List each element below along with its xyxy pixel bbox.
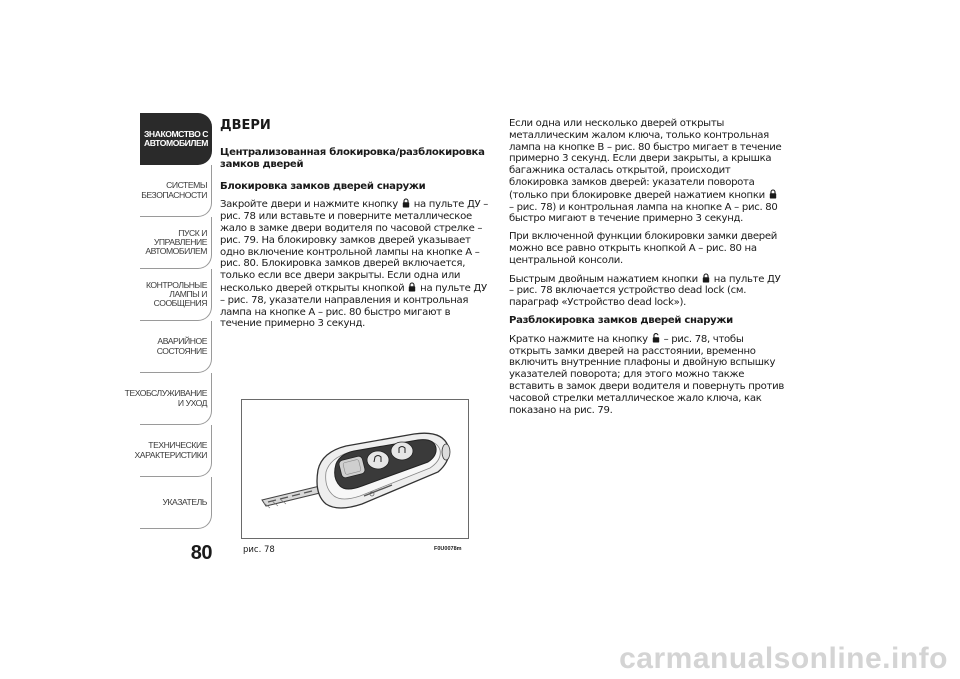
tab-warning-lights[interactable]: КОНТРОЛЬНЫЕ ЛАМПЫ И СООБЩЕНИЯ (140, 269, 212, 321)
paragraph-unlock: Кратко нажмите на кнопку – рис. 78, чтобы открыть замки дверей на расстоянии, временно включить внутренние плафоны и двойную вспышку указателей поворота; для этого можно также вставить в замок двери водителя и повернуть против часовой стрелки металлическое жало ключа, как показано на рис. 79. (509, 333, 785, 416)
subheading-lock-outside: Блокировка замков дверей снаружи (220, 180, 426, 192)
lock-closed-icon (769, 189, 777, 199)
page-number: 80 (190, 542, 212, 564)
page-heading: ДВЕРИ (220, 118, 271, 133)
lock-closed-icon (408, 282, 416, 292)
section-title: Централизованная блокировка/разблокировка замков дверей (220, 147, 485, 170)
figure-key-fob (241, 399, 469, 539)
key-fob-image (242, 400, 468, 538)
tab-starting-driving[interactable]: ПУСК И УПРАВЛЕНИЕ АВТОМОБИЛЕМ (140, 217, 212, 269)
figure-caption: рис. 78 (243, 545, 275, 555)
tab-index[interactable]: УКАЗАТЕЛЬ (140, 477, 212, 529)
lock-open-icon (652, 333, 660, 343)
tab-safety-systems[interactable]: СИСТЕМЫ БЕЗОПАСНОСТИ (140, 165, 212, 217)
subheading-unlock-outside: Разблокировка замков дверей снаружи (509, 314, 733, 326)
tab-getting-to-know[interactable]: ЗНАКОМСТВО С АВТОМОБИЛЕМ (140, 113, 212, 165)
left-text-column (220, 118, 490, 336)
paragraph-dead-lock: Быстрым двойным нажатием кнопки на пульте ДУ – рис. 78 включается устройство dead lock (см. параграф «Устройство dead lock»). (509, 273, 781, 309)
tab-emergency[interactable]: АВАРИЙНОЕ СОСТОЯНИЕ (140, 321, 212, 373)
paragraph-key-blade: Если одна или несколько дверей открыты металлическим жалом ключа, только контрольная лампа на кнопке B – рис. 80 быстро мигает в течение примерно 3 секунд. Если двери закрыты, а крышка багажника осталась открытой, происходит блокировка замков дверей: указатели поворота (только при блокировке дверей нажатием кнопки – рис. 78) и контрольная лампа на кнопке A – рис. 80 быстро мигают в течение примерно 3 секунд. (509, 118, 782, 225)
tab-maintenance[interactable]: ТЕХОБСЛУЖИВАНИЕ И УХОД (140, 373, 212, 425)
lock-closed-icon (402, 198, 410, 208)
paragraph-lock: Закройте двери и нажмите кнопку на пульте ДУ – рис. 78 или вставьте и поверните металлическое жало в замке двери водителя по часовой стрелке – рис. 79. На блокировку замков дверей указывает одно включение контрольной лампы на кнопке A – рис. 80. Блокировка замков дверей включается, только если все двери закрыты. Если одна или несколько дверей открыты кнопкой на пульте ДУ – рис. 78, указатели направления и контрольная лампа на кнопке A – рис. 80 быстро мигают в течение примерно 3 секунд. (220, 199, 489, 330)
watermark: carmanualsonline.info (619, 642, 948, 675)
tab-technical-specs[interactable]: ТЕХНИЧЕСКИЕ ХАРАКТЕРИСТИКИ (140, 425, 212, 477)
right-text-column (509, 118, 785, 422)
figure-code: F0U0078m (434, 546, 462, 552)
chapter-sidebar (124, 113, 212, 529)
paragraph-console-button: При включенной функции блокировки замки дверей можно все равно открыть кнопкой A – рис. 80 на центральной консоли. (509, 231, 778, 266)
lock-closed-icon (702, 273, 710, 283)
